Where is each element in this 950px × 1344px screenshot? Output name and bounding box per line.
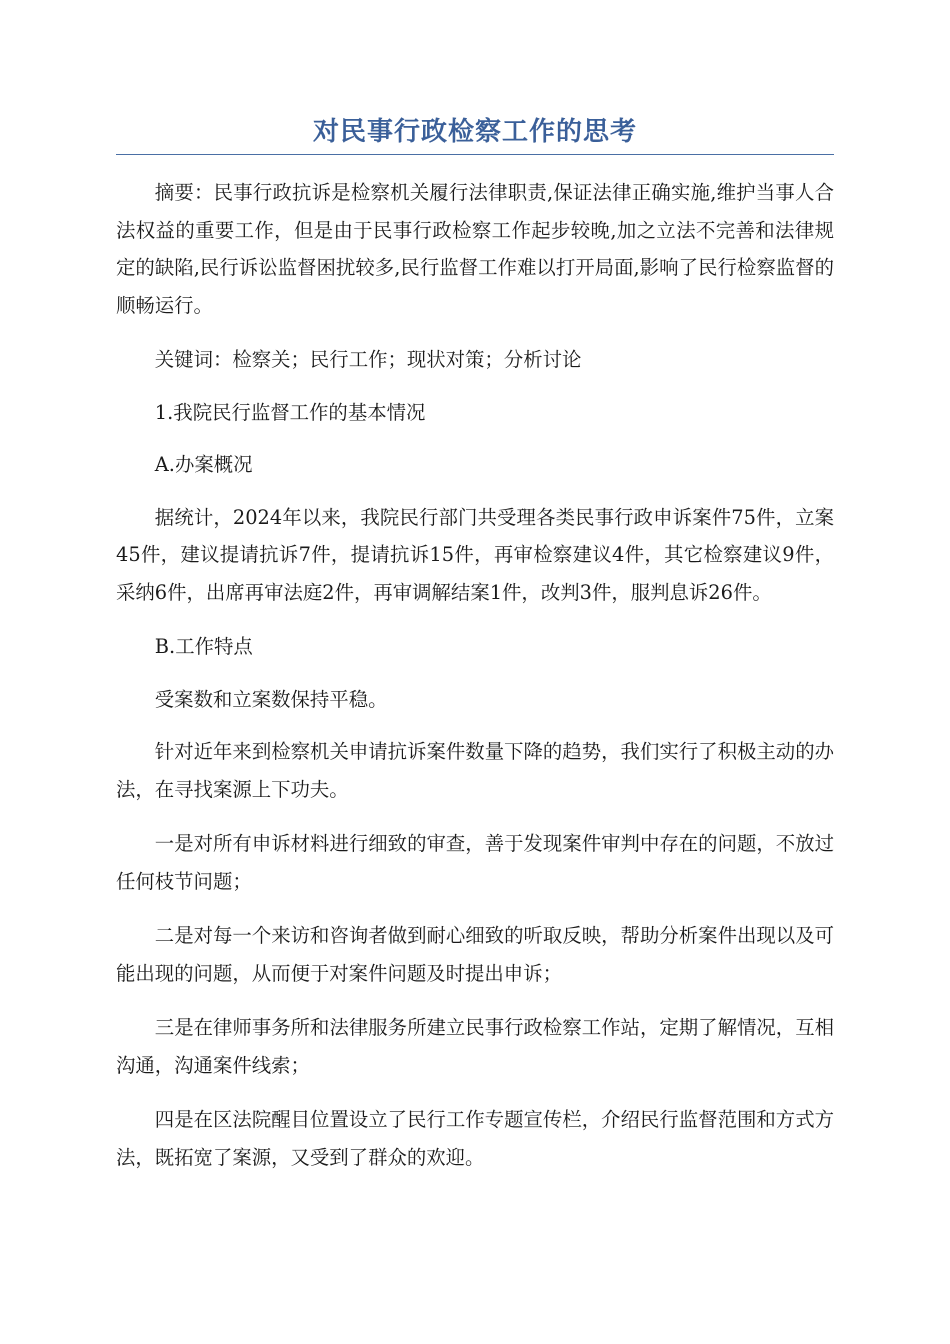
keywords-paragraph: 关键词：检察关；民行工作；现状对策；分析讨论: [154, 348, 582, 371]
abstract-paragraph: 摘要：民事行政抗诉是检察机关履行法律职责,保证法律正确实施,维护当事人合法权益的重要工作，但是由于民事行政检察工作起步较晚,加之立法不完善和法律规定的缺陷,民行诉讼监督困扰较多,民行监督工作难以打开局面,影响了民行检察监督的顺畅运行。: [116, 181, 834, 317]
statistics-paragraph: 据统计，2024年以来，我院民行部门共受理各类民事行政申诉案件75件，立案45件，建议提请抗诉7件，提请抗诉15件，再审检察建议4件，其它检察建议9件，采纳6件，出席再审法庭2件，再审调解结案1件，改判3件，服判息诉26件。: [116, 505, 834, 604]
measure-4-paragraph: 四是在区法院醒目位置设立了民行工作专题宣传栏，介绍民行监督范围和方式方法，既拓宽了案源，又受到了群众的欢迎。: [116, 1108, 834, 1169]
measure-1-paragraph: 一是对所有申诉材料进行细致的审查，善于发现案件审判中存在的问题，不放过任何枝节问题；: [116, 832, 834, 893]
measure-3-paragraph: 三是在律师事务所和法律服务所建立民事行政检察工作站，定期了解情况，互相沟通，沟通案件线索；: [116, 1016, 834, 1077]
document-title: 对民事行政检察工作的思考: [312, 117, 637, 147]
feature-intro-paragraph: 受案数和立案数保持平稳。: [154, 687, 388, 711]
subsection-heading-b: B.工作特点: [154, 635, 253, 658]
title-block: [116, 112, 834, 155]
section-heading-1: 1.我院民行监督工作的基本情况: [154, 400, 426, 424]
document-body: [116, 174, 834, 1176]
approach-paragraph: 针对近年来到检察机关申请抗诉案件数量下降的趋势，我们实行了积极主动的办法，在寻找案源上下功夫。: [116, 740, 834, 801]
subsection-heading-a: A.办案概况: [154, 453, 253, 476]
measure-2-paragraph: 二是对每一个来访和咨询者做到耐心细致的听取反映，帮助分析案件出现以及可能出现的问题，从而便于对案件问题及时提出申诉；: [116, 924, 834, 985]
